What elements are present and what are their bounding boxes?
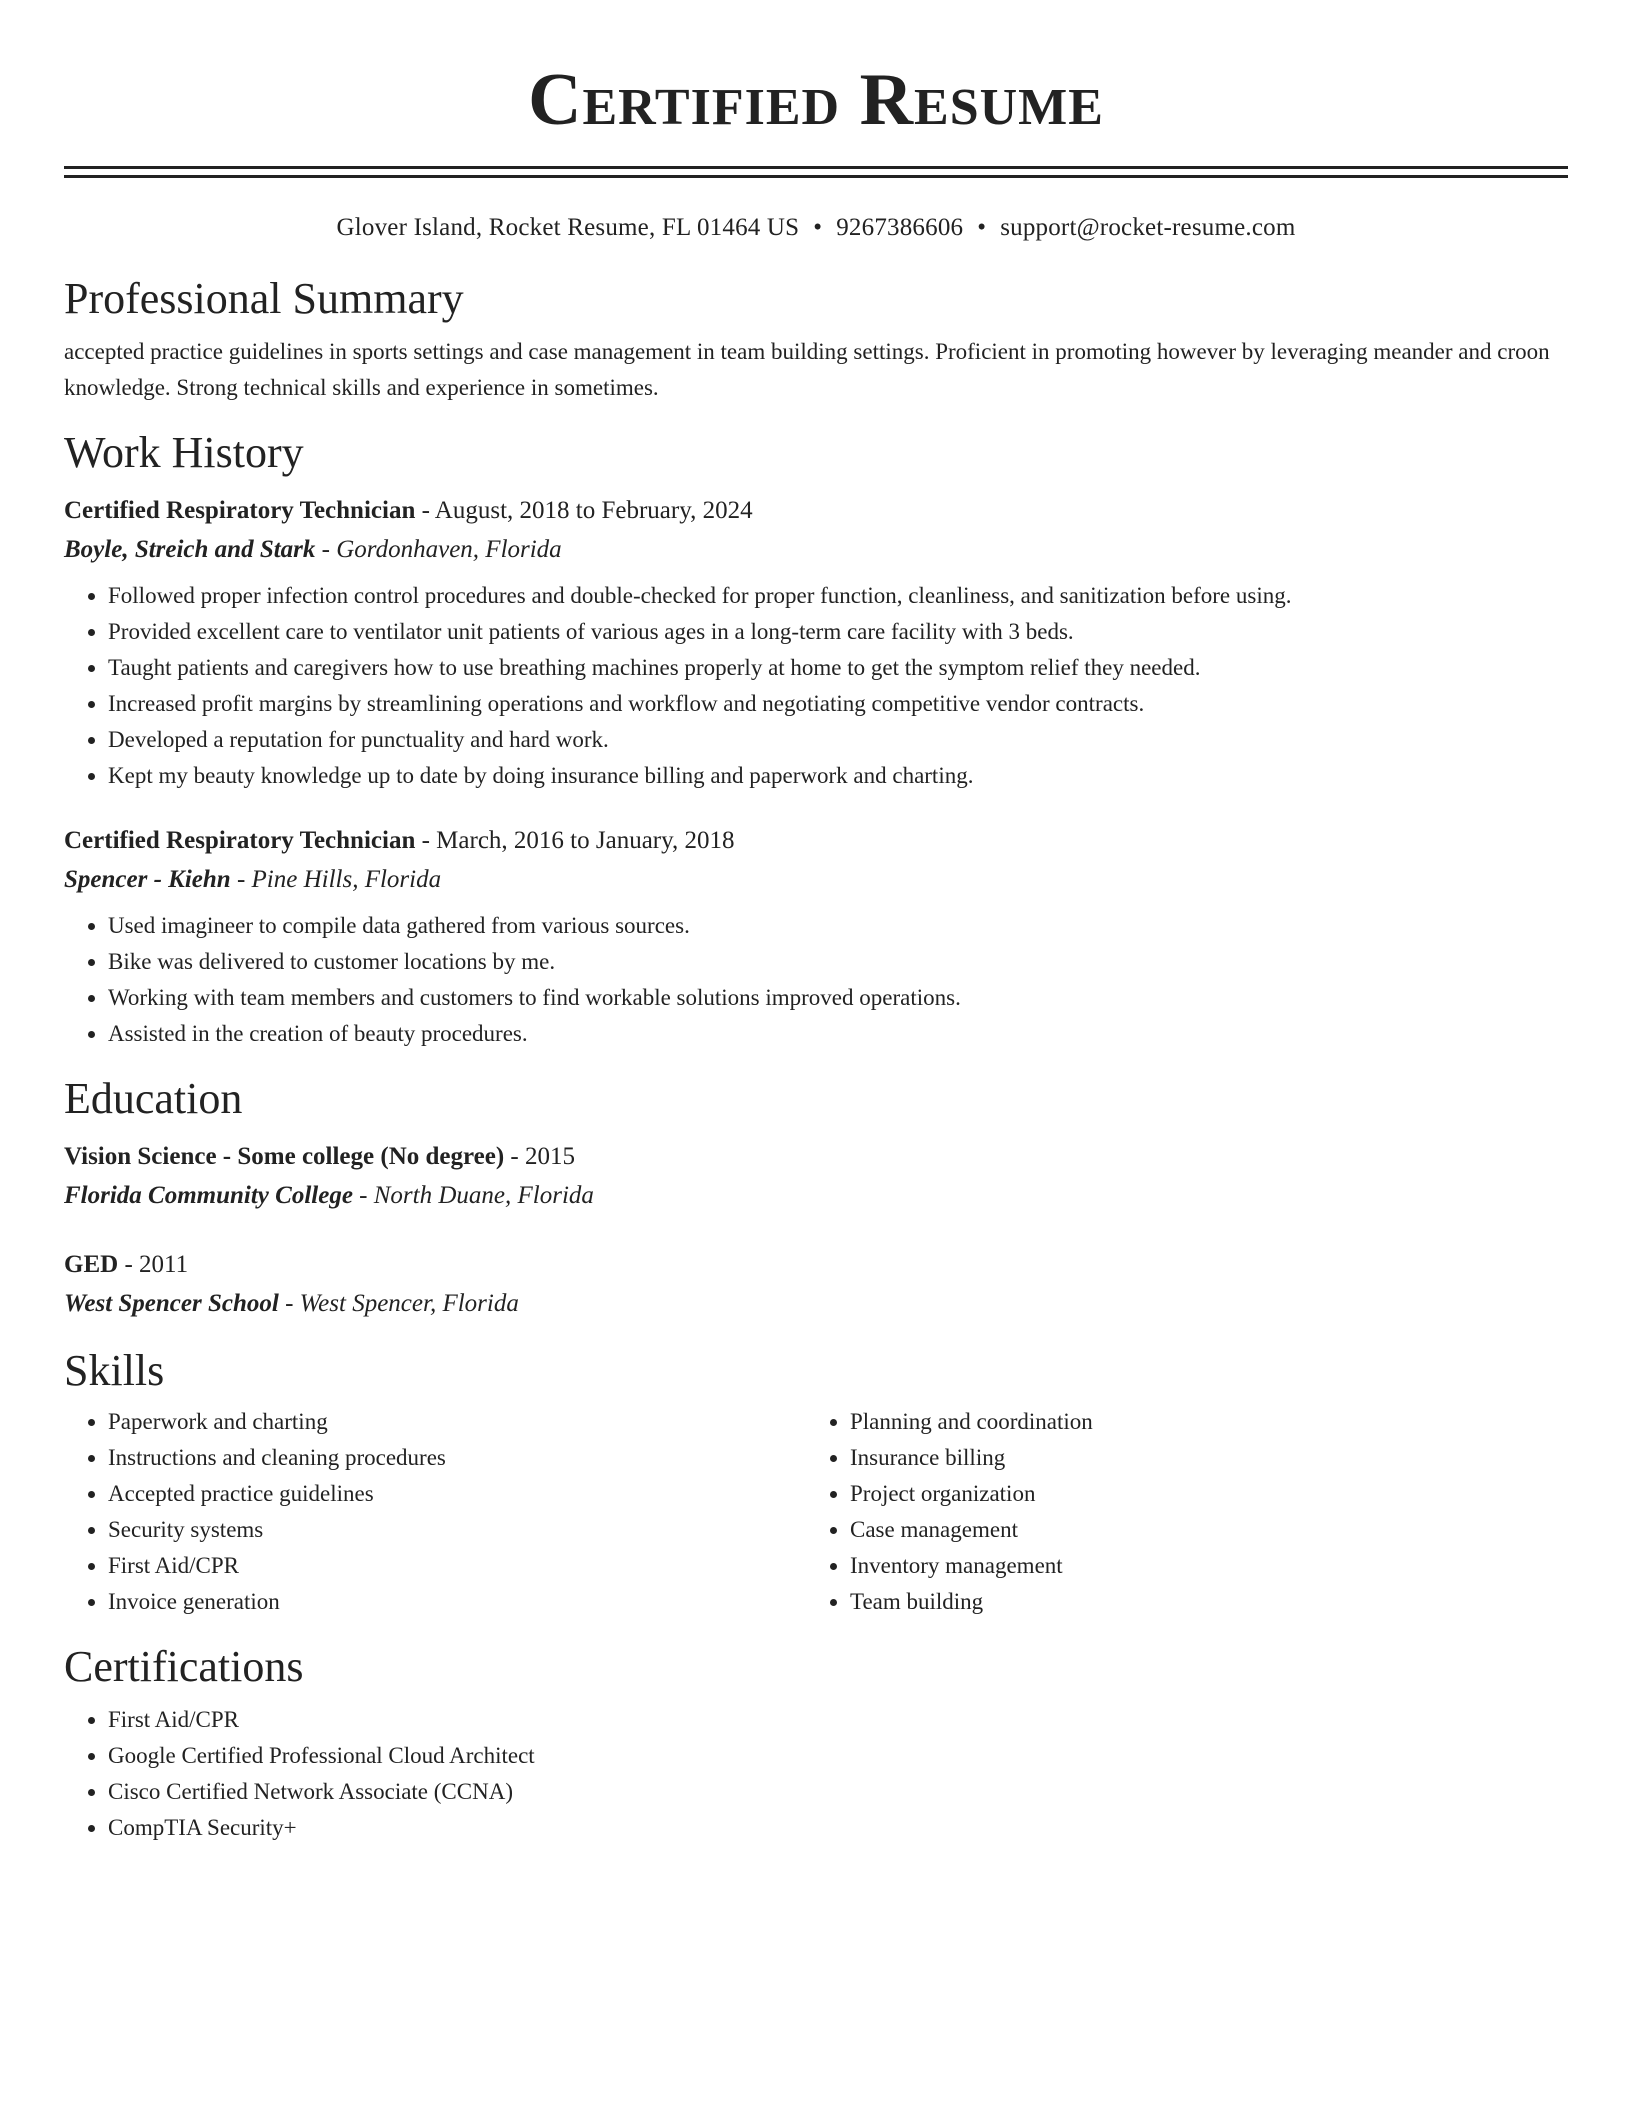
job-location: - Gordonhaven, Florida bbox=[315, 536, 562, 563]
section-heading-summary: Professional Summary bbox=[64, 274, 464, 323]
contact-separator: • bbox=[977, 214, 987, 241]
job-title-line bbox=[64, 492, 1568, 530]
contact-separator: • bbox=[813, 214, 823, 241]
education-location: - North Duane, Florida bbox=[352, 1182, 594, 1209]
list-item: • Team building bbox=[850, 1584, 1548, 1620]
contact-email: support@rocket-resume.com bbox=[1000, 214, 1296, 241]
list-item: • Followed proper infection control procedures and double-checked for proper function, cleanliness, and sanitization before using. bbox=[108, 578, 1568, 614]
education-year: - 2011 bbox=[118, 1251, 189, 1278]
list-item: • Cisco Certified Network Associate (CCNA) bbox=[108, 1774, 1568, 1810]
list-item: • Assisted in the creation of beauty procedures. bbox=[108, 1016, 1568, 1052]
list-item: • Paperwork and charting bbox=[108, 1404, 806, 1440]
list-item: • Planning and coordination bbox=[850, 1404, 1548, 1440]
job-employer-line bbox=[64, 530, 1568, 570]
skills-column-right bbox=[806, 1404, 1548, 1620]
skills-list bbox=[806, 1404, 1548, 1620]
job-company: Boyle, Streich and Stark bbox=[64, 536, 316, 563]
summary-text: accepted practice guidelines in sports settings and case management in team building settings. Proficient in promoting however by leveraging meander and croon knowledge. Strong technical skills and experience in sometimes. bbox=[64, 339, 1550, 400]
job-employer-line bbox=[64, 860, 1568, 900]
skills-column-left bbox=[64, 1404, 806, 1620]
resume-title: Certified Resume bbox=[528, 59, 1104, 141]
list-item: • Increased profit margins by streamlining operations and workflow and negotiating competitive vendor contracts. bbox=[108, 686, 1568, 722]
contact-line bbox=[64, 212, 1568, 244]
job-title-line bbox=[64, 822, 1568, 860]
education-entry bbox=[64, 1138, 1568, 1216]
list-item: • Provided excellent care to ventilator unit patients of various ages in a long-term care facility with 3 beds. bbox=[108, 614, 1568, 650]
section-heading-certifications: Certifications bbox=[64, 1642, 304, 1691]
job-dates: - March, 2016 to January, 2018 bbox=[415, 827, 735, 854]
list-item: • Accepted practice guidelines bbox=[108, 1476, 806, 1512]
job-location: - Pine Hills, Florida bbox=[230, 866, 442, 893]
education-entry bbox=[64, 1246, 1568, 1324]
job-dates: - August, 2018 to February, 2024 bbox=[415, 497, 753, 524]
education-degree: GED bbox=[64, 1251, 119, 1278]
list-item: • Inventory management bbox=[850, 1548, 1548, 1584]
education-degree-line bbox=[64, 1246, 1568, 1284]
job-title: Certified Respiratory Technician bbox=[64, 827, 416, 854]
list-item: • Security systems bbox=[108, 1512, 806, 1548]
education-school: West Spencer School bbox=[64, 1290, 279, 1317]
education-degree-line bbox=[64, 1138, 1568, 1176]
section-heading-skills: Skills bbox=[64, 1346, 165, 1395]
contact-phone: 9267386606 bbox=[836, 214, 964, 241]
list-item: • CompTIA Security+ bbox=[108, 1810, 1568, 1846]
list-item: • Insurance billing bbox=[850, 1440, 1548, 1476]
education-school-line bbox=[64, 1176, 1568, 1216]
list-item: • Developed a reputation for punctuality and hard work. bbox=[108, 722, 1568, 758]
education-degree: Vision Science - Some college (No degree) bbox=[64, 1143, 505, 1170]
contact-address: Glover Island, Rocket Resume, FL 01464 US bbox=[336, 214, 800, 241]
list-item: • Working with team members and customers to find workable solutions improved operations. bbox=[108, 980, 1568, 1016]
education-location: - West Spencer, Florida bbox=[278, 1290, 519, 1317]
list-item: • First Aid/CPR bbox=[108, 1548, 806, 1584]
job-title: Certified Respiratory Technician bbox=[64, 497, 416, 524]
job-entry bbox=[64, 822, 1568, 1052]
list-item: • Invoice generation bbox=[108, 1584, 806, 1620]
title-double-rule bbox=[64, 166, 1568, 178]
job-company: Spencer - Kiehn bbox=[64, 866, 231, 893]
job-bullet-list bbox=[64, 908, 1568, 1052]
list-item: • Google Certified Professional Cloud Architect bbox=[108, 1738, 1568, 1774]
list-item: • Taught patients and caregivers how to use breathing machines properly at home to get the symptom relief they needed. bbox=[108, 650, 1568, 686]
education-school-line bbox=[64, 1284, 1568, 1324]
section-heading-work: Work History bbox=[64, 428, 304, 477]
education-year: - 2015 bbox=[504, 1143, 575, 1170]
list-item: • Project organization bbox=[850, 1476, 1548, 1512]
job-bullet-list bbox=[64, 578, 1568, 794]
list-item: • Bike was delivered to customer locations by me. bbox=[108, 944, 1568, 980]
education-school: Florida Community College bbox=[64, 1182, 353, 1209]
list-item: • Kept my beauty knowledge up to date by doing insurance billing and paperwork and charting. bbox=[108, 758, 1568, 794]
certifications-list bbox=[64, 1702, 1568, 1846]
job-entry bbox=[64, 492, 1568, 794]
skills-columns bbox=[64, 1404, 1568, 1620]
list-item: • Instructions and cleaning procedures bbox=[108, 1440, 806, 1476]
skills-list bbox=[64, 1404, 806, 1620]
list-item: • Case management bbox=[850, 1512, 1548, 1548]
list-item: • Used imagineer to compile data gathered from various sources. bbox=[108, 908, 1568, 944]
list-item: • First Aid/CPR bbox=[108, 1702, 1568, 1738]
section-heading-education: Education bbox=[64, 1074, 243, 1123]
